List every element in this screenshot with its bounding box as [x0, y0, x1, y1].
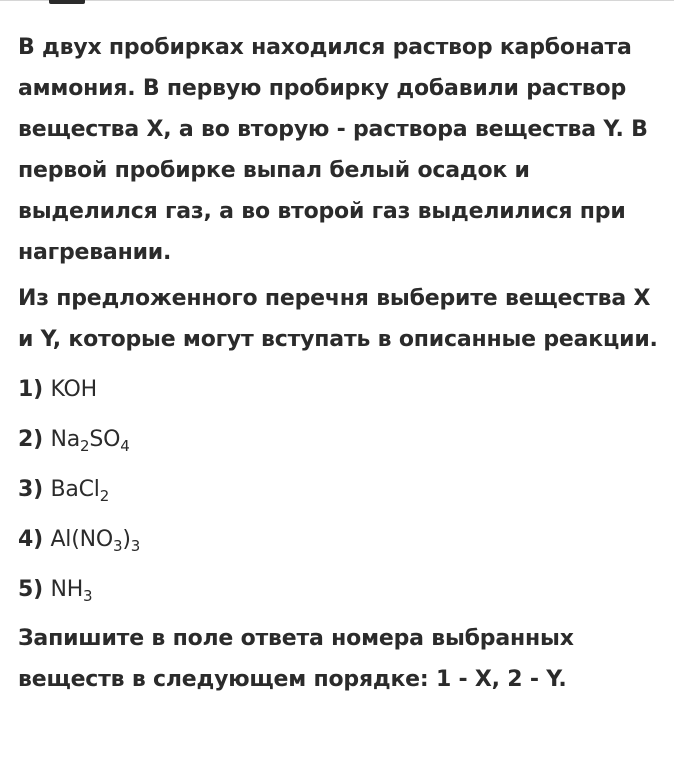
option-number: 2) [18, 427, 43, 452]
option-formula: BaCl$_2$ [50, 477, 110, 505]
option-number: 3) [18, 477, 43, 502]
option-formula: $NH_3$ [50, 577, 93, 605]
option-5 [18, 565, 658, 615]
option-1 [18, 365, 658, 415]
question-block [18, 27, 658, 705]
option-2 [18, 415, 658, 465]
question-intro: В двух пробирках находился раствор карбоната аммония. В первую пробирку добавили раствор вещества X, а во вторую - раствора вещества Y. В первой пробирке выпал белый осадок и выделился газ, а во второй газ выделилися при нагревании. [18, 35, 648, 265]
option-number: 5) [18, 577, 43, 602]
option-formula: KOH [50, 377, 97, 402]
answer-instruction: Запишите в поле ответа номера выбранных веществ в следующем порядке: 1 - X, 2 - Y. [18, 626, 574, 692]
question-task: Из предложенного перечня выберите вещества X и Y, которые могут вступать в описанные реакции. [18, 286, 658, 352]
option-3 [18, 465, 658, 515]
option-number: 1) [18, 377, 43, 402]
option-formula: $Na_2SO_4$ [50, 427, 130, 455]
option-formula: $Al(NO_3)_3$ [50, 527, 141, 555]
cropped-text-fragment [49, 0, 85, 4]
option-4 [18, 515, 658, 565]
option-number: 4) [18, 527, 43, 552]
top-divider [0, 0, 674, 1]
